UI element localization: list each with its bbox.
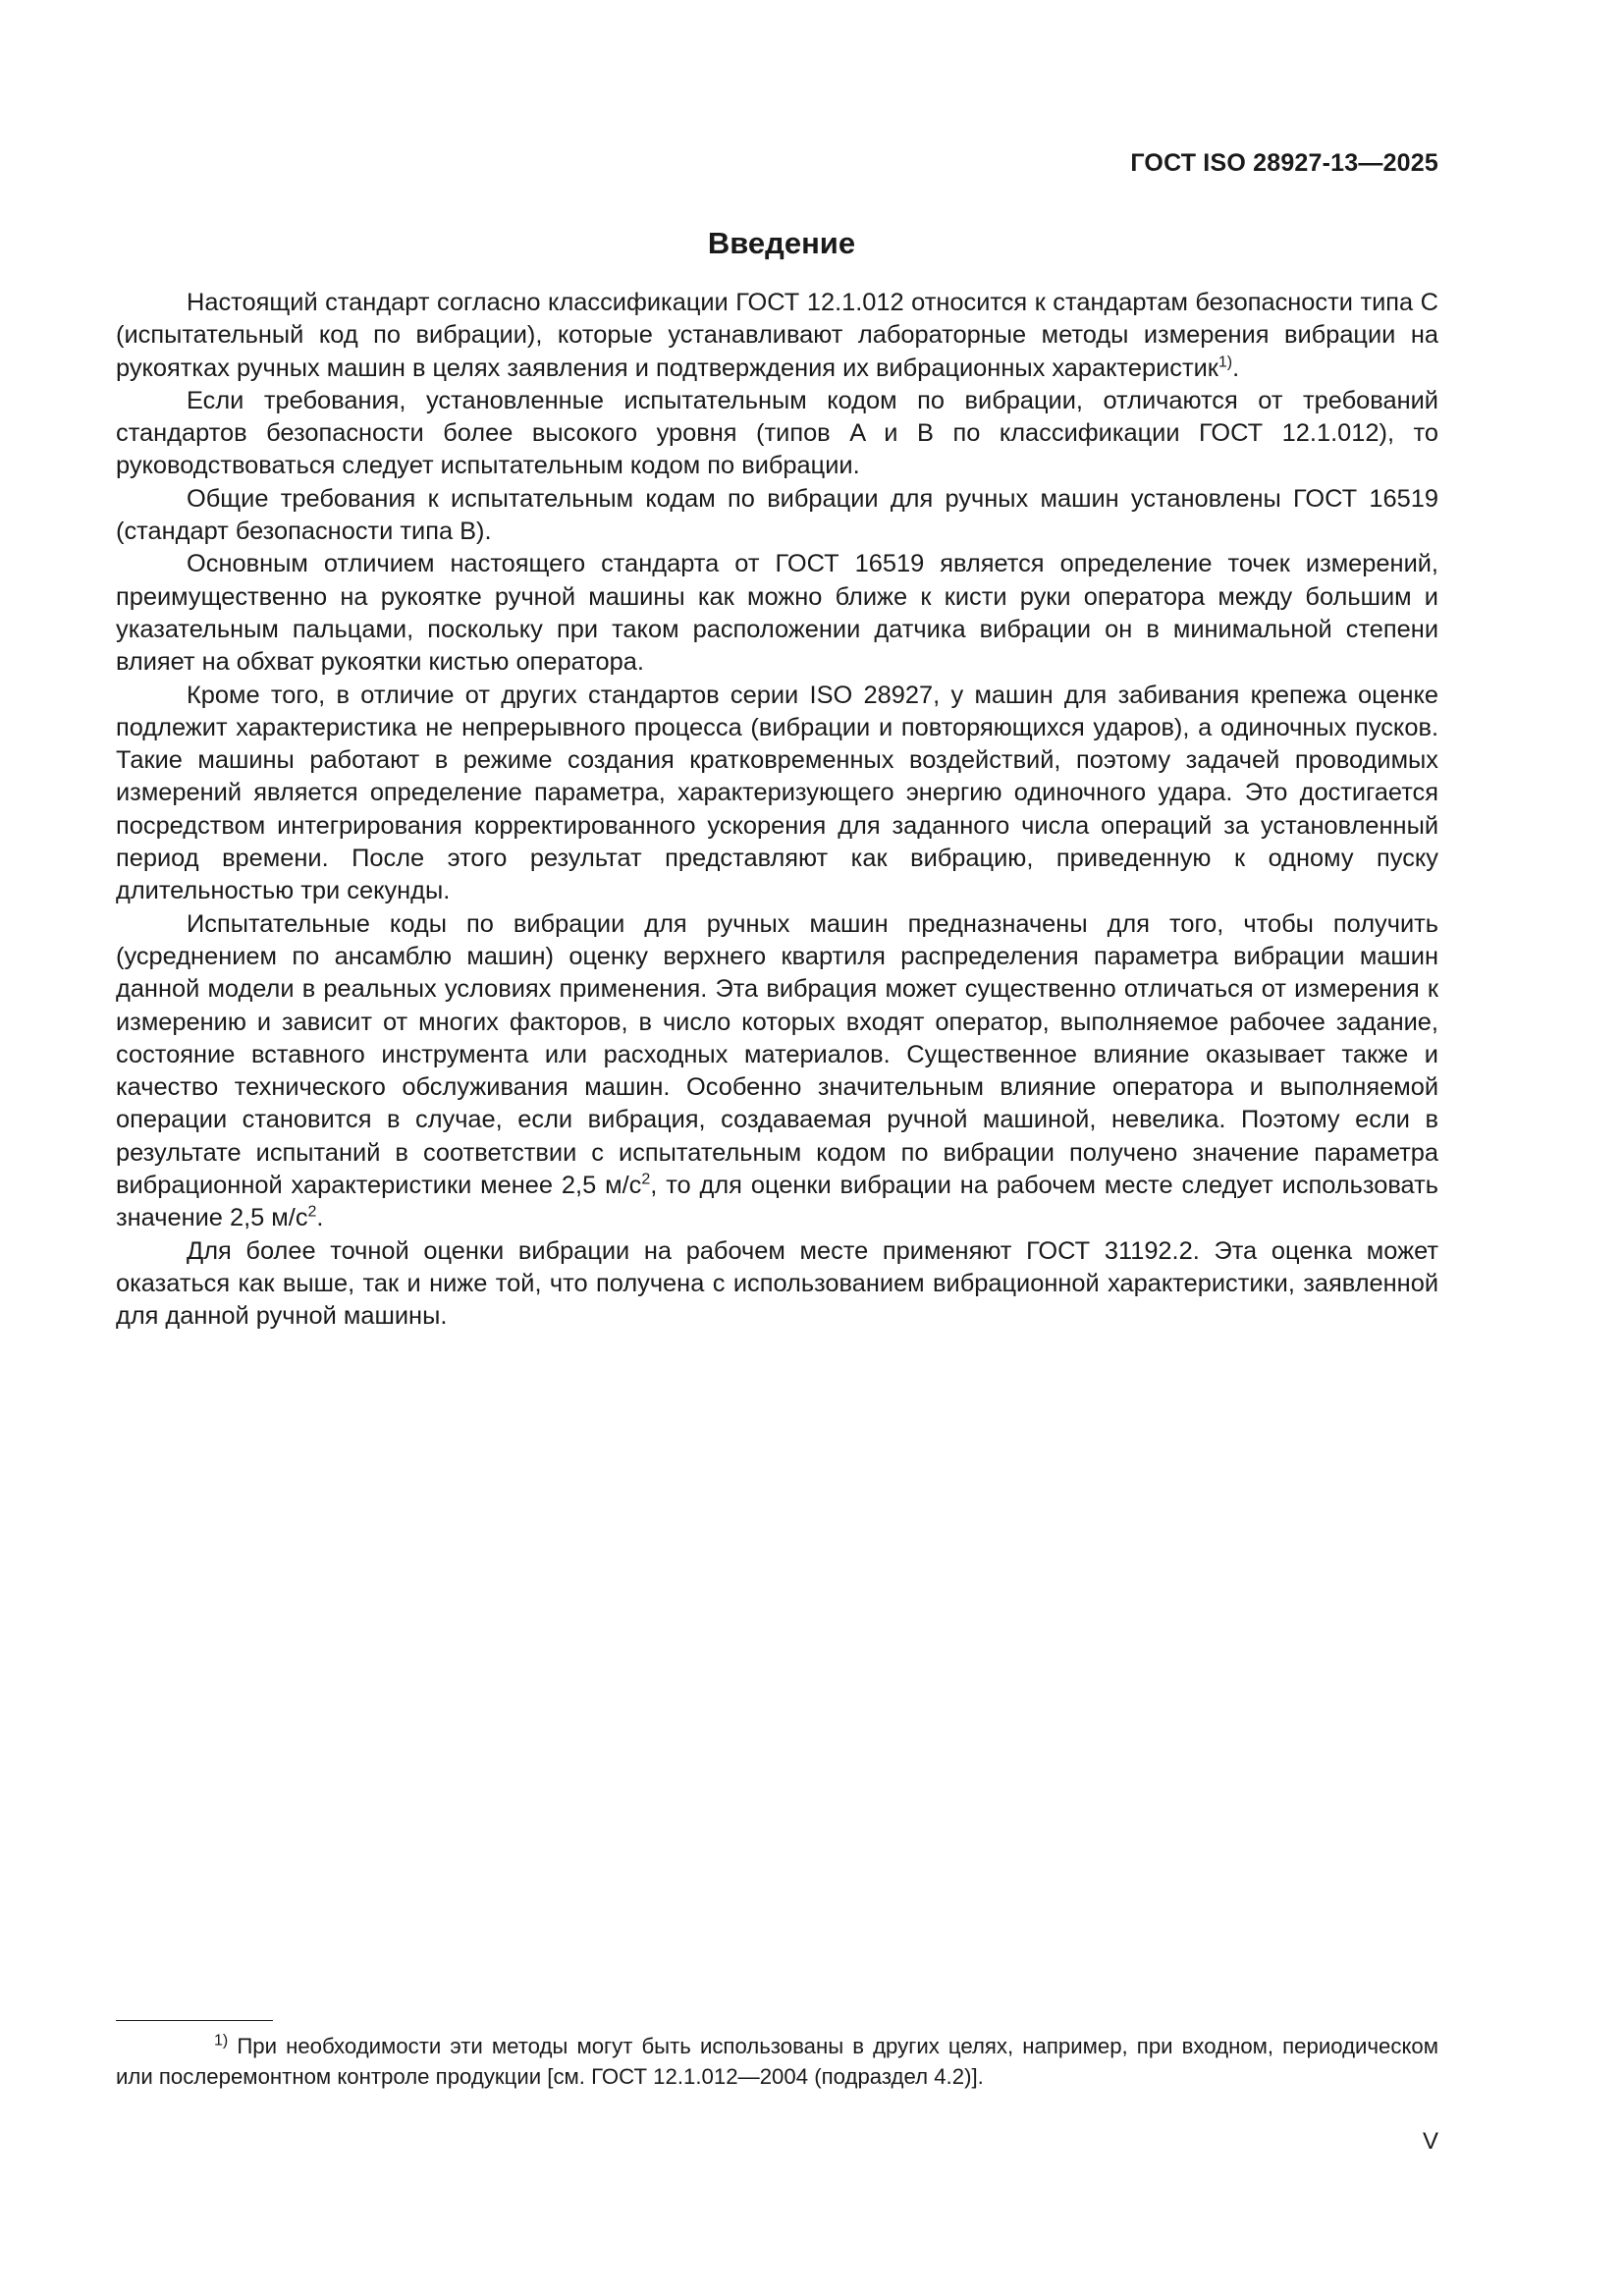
paragraph-1-end: . [1232,354,1240,382]
paragraph-5: Кроме того, в отличие от других стандартов серии ISO 28927, у машин для забивания крепежа оценке подлежит характеристика не непрерывного процесса (вибрации и повторяющихся ударов), а одиночных пусков. Такие машины работают в режиме создания кратковременных воздействий, поэтому задачей проводимых измерений является определение параметра, характеризующего энергию одиночного удара. Это достигается посредством интегрирования корректированного ускорения для заданного числа операций за установленный период времени. После этого результат представляют как вибрацию, приведенную к одному пуску длительностью три секунды. [116,681,1438,905]
paragraph-6-text-1: Испытательные коды по вибрации для ручных машин предназначены для того, чтобы получить (усреднением по ансамблю машин) оценку верхнего квартиля распределения параметра вибрации машин данной модели в реальных условиях применения. Эта вибрация может существенно отличаться от измерения к измерению и зависит от многих факторов, в число которых входят оператор, выполняемое рабочее задание, состояние вставного инструмента или расходных материалов. Существенное влияние оказывает также и качество технического обслуживания машин. Особенно значительным влияние оператора и выполняемой операции становится в случае, если вибрация, создаваемая ручной машиной, невелика. Поэтому если в результате испытаний в соответствии с испытательным кодом по вибрации получено значение параметра вибрационной характеристики менее 2,5 м/с [116,909,1438,1200]
paragraph-3: Общие требования к испытательным кодам по вибрации для ручных машин установлены ГОСТ 16519 (стандарт безопасности типа B). [116,484,1438,546]
paragraph-4: Основным отличием настоящего стандарта от ГОСТ 16519 является определение точек измерений, преимущественно на рукоятке ручной машины как можно ближе к кисти руки оператора между большим и указательным пальцами, поскольку при таком расположении датчика вибрации он в минимальной степени влияет на обхват рукоятки кистью оператора. [116,550,1438,677]
paragraph-2: Если требования, установленные испытательным кодом по вибрации, отличаются от требований стандартов безопасности более высокого уровня (типов A и B по классификации ГОСТ 12.1.012), то руководствоваться следует испытательным кодом по вибрации. [116,386,1438,480]
footnote-marker: 1) [214,2032,229,2050]
footnote-ref: 1) [1217,354,1233,371]
footnote-separator [116,2020,273,2021]
paragraph-1 [116,287,1438,385]
page-number: V [1422,2128,1438,2155]
paragraph-1-text: Настоящий стандарт согласно классификации ГОСТ 12.1.012 относится к стандартам безопасности типа C (испытательный код по вибрации), которые устанавливают лабораторные методы измерения вибрации на рукоятках ручных машин в целях заявления и подтверждения их вибрационных характеристик [116,289,1438,382]
footnote [116,2031,1438,2092]
paragraph-6 [116,908,1438,1235]
body-text [116,287,1438,1334]
paragraph-6-text-3: . [316,1204,324,1232]
paragraph-6-text-2: , то для оценки вибрации на рабочем месте следует использовать значение 2,5 м/с [116,1172,1438,1232]
section-title: Введение [707,226,856,260]
exponent-2: 2 [307,1203,317,1221]
footnote-text: При необходимости эти методы могут быть использованы в других целях, например, при входном, периодическом или послеремонтном контроле продукции [см. ГОСТ 12.1.012—2004 (подраздел 4.2)]. [116,2034,1438,2089]
document-code: ГОСТ ISO 28927-13—2025 [1130,149,1438,177]
paragraph-7: Для более точной оценки вибрации на рабочем месте применяют ГОСТ 31192.2. Эта оценка может оказаться как выше, так и ниже той, что получена с использованием вибрационной характеристики, заявленной для данной ручной машины. [116,1236,1438,1331]
exponent-1: 2 [641,1171,651,1188]
